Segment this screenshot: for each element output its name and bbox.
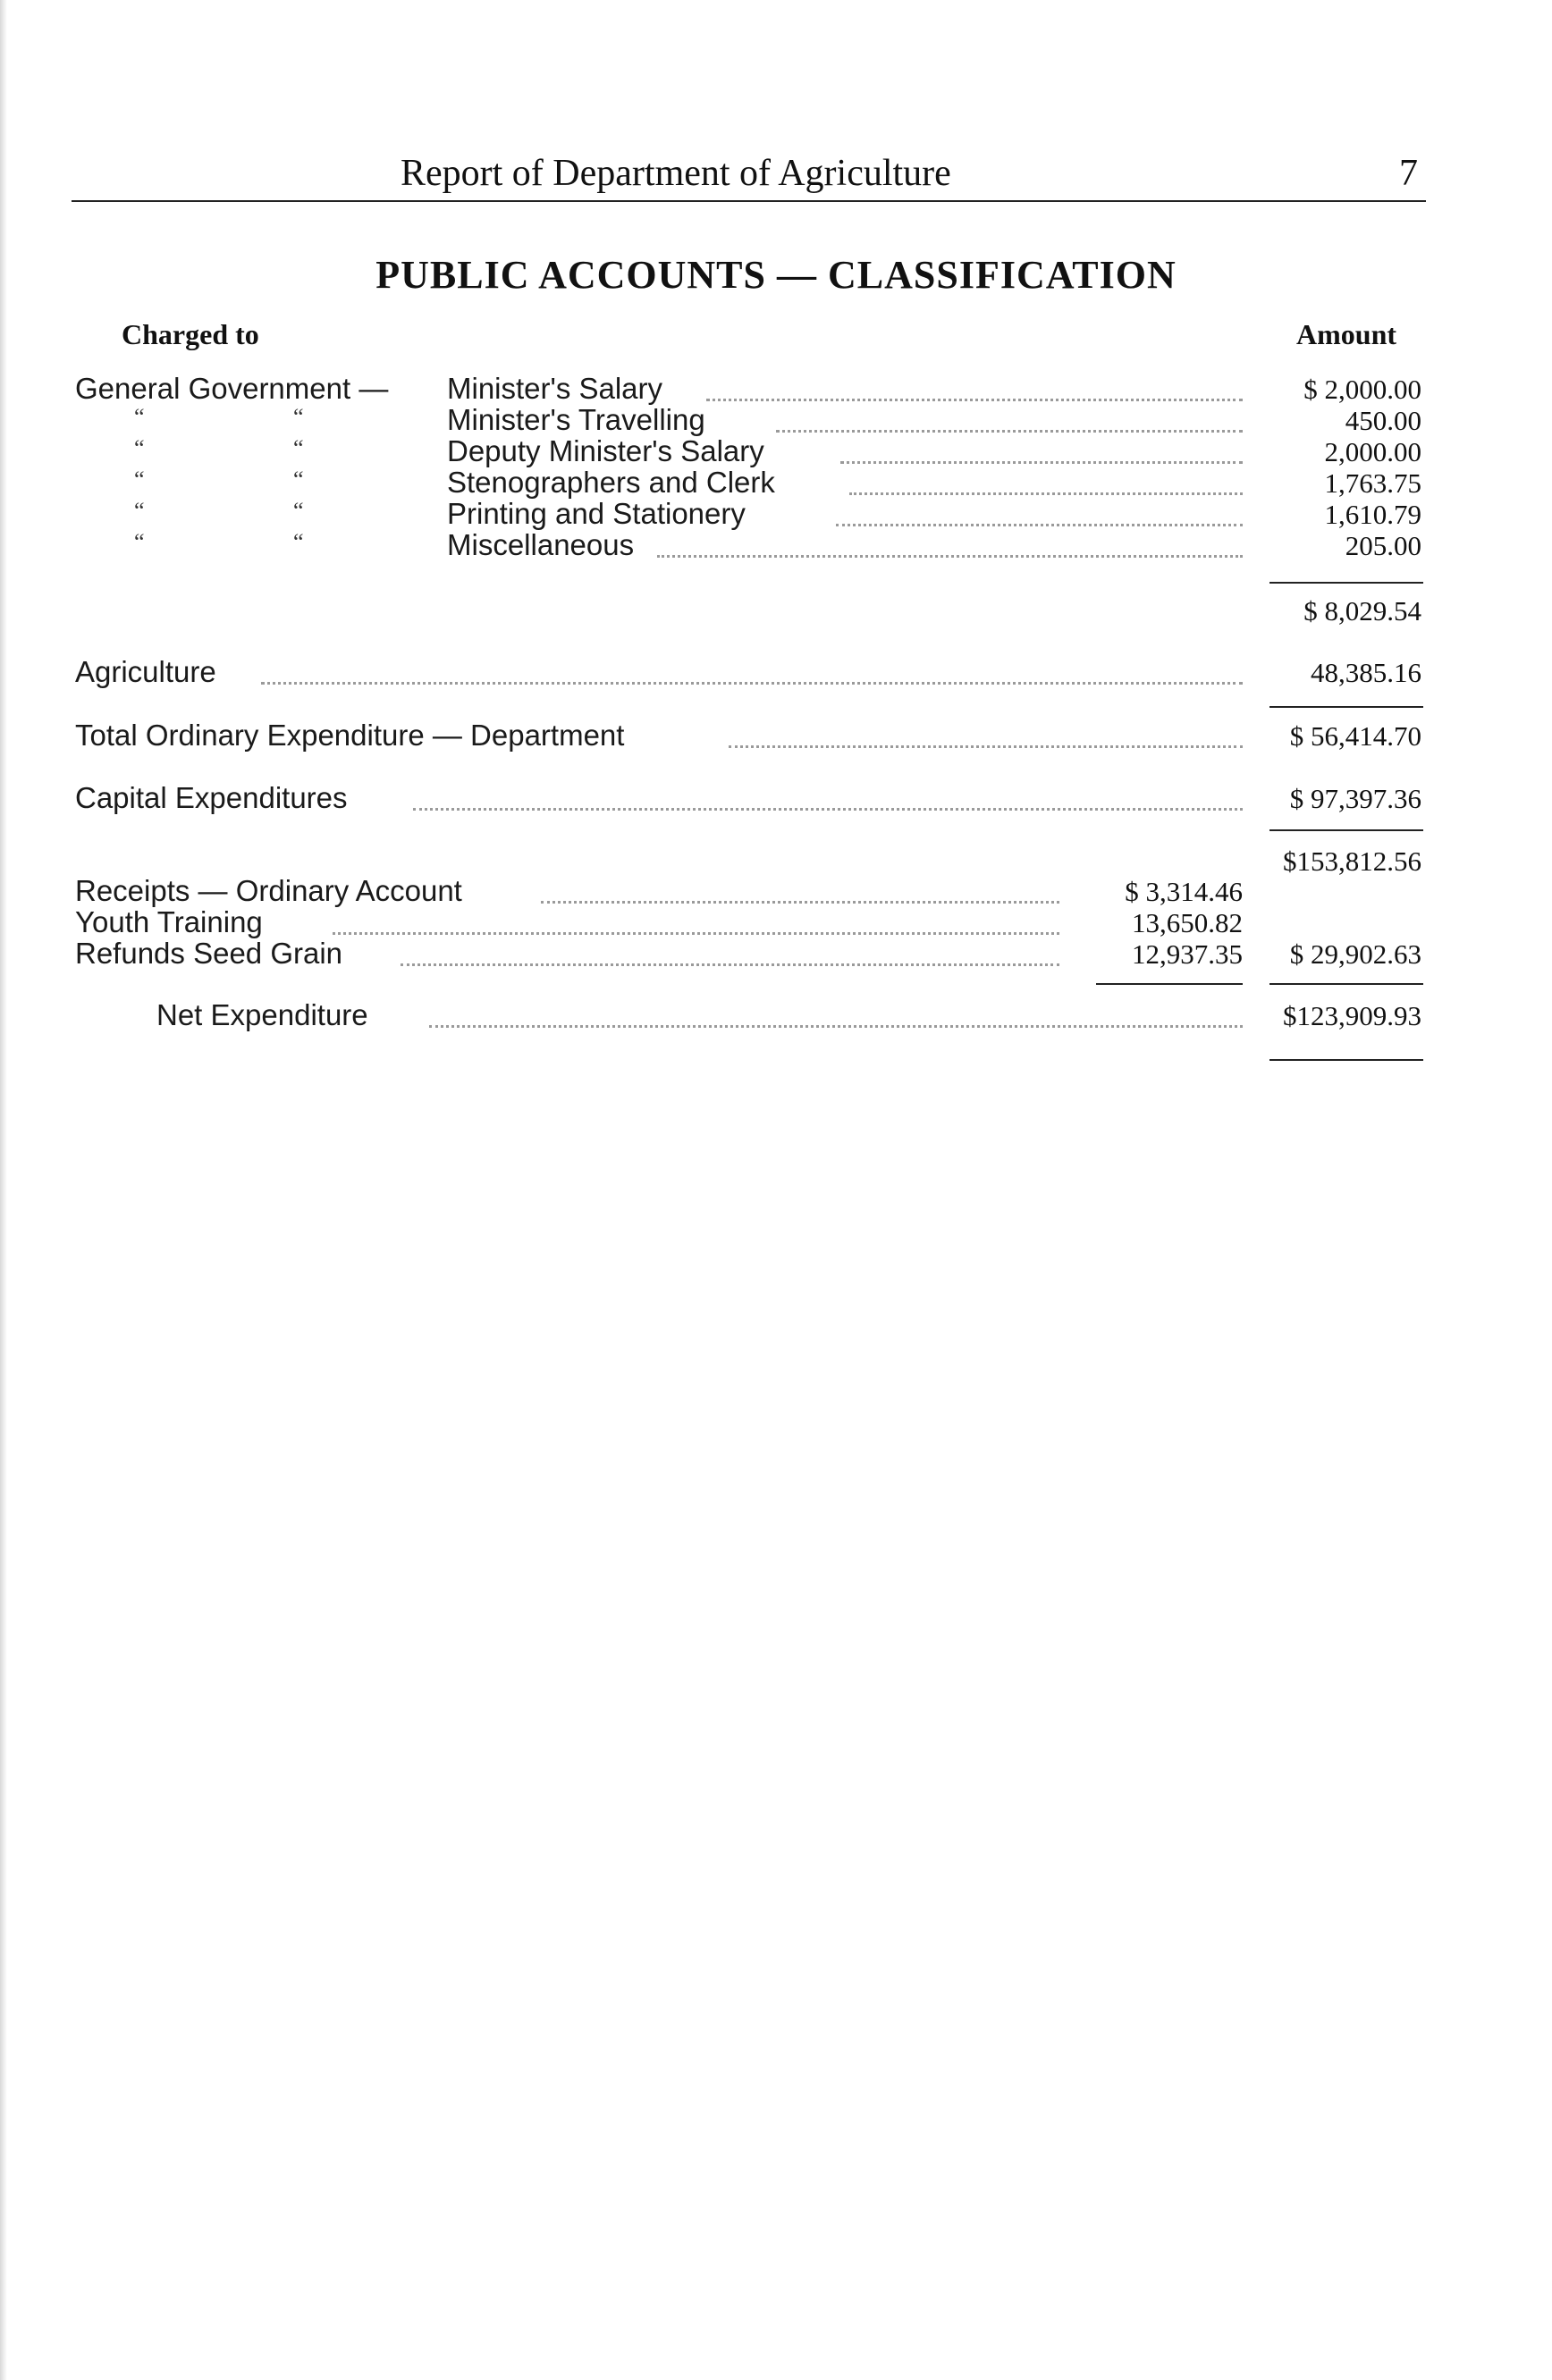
- sum-rule: [1269, 983, 1423, 985]
- sum-rule: [1269, 829, 1423, 831]
- item-amount: $ 2,000.00: [1303, 374, 1421, 405]
- ditto-mark: “: [293, 467, 304, 492]
- dot-leader: [729, 745, 1243, 748]
- ditto-mark: “: [134, 467, 145, 492]
- dot-leader: [776, 430, 1243, 433]
- dot-leader: [413, 808, 1243, 811]
- capital-expenditures-label: Capital Expenditures: [75, 781, 348, 814]
- dot-leader: [849, 492, 1243, 495]
- total-ordinary-label: Total Ordinary Expenditure — Department: [75, 719, 625, 752]
- item-label: Minister's Salary: [447, 372, 663, 405]
- dot-leader: [429, 1025, 1243, 1028]
- item-label: Miscellaneous: [447, 528, 635, 561]
- item-amount: 1,763.75: [1324, 467, 1421, 499]
- dot-leader: [333, 932, 1059, 935]
- sum-rule: [1269, 706, 1423, 708]
- general-government-label: General Government —: [75, 372, 389, 405]
- receipts-amount: $ 3,314.46: [1125, 876, 1243, 907]
- agriculture-amount: 48,385.16: [1311, 657, 1421, 688]
- ditto-mark: “: [134, 435, 145, 461]
- capital-expenditures-amount: $ 97,397.36: [1289, 783, 1421, 814]
- ditto-mark: “: [293, 404, 304, 430]
- net-expenditure-label: Net Expenditure: [156, 998, 368, 1031]
- net-expenditure-amount: $123,909.93: [1283, 1000, 1421, 1031]
- dot-leader: [836, 524, 1243, 526]
- item-amount: 1,610.79: [1324, 499, 1421, 530]
- sum-rule: [1269, 582, 1423, 584]
- agriculture-label: Agriculture: [75, 655, 216, 688]
- dot-leader: [706, 399, 1243, 401]
- dot-leader: [840, 461, 1243, 464]
- dot-leader: [401, 963, 1059, 966]
- item-label: Minister's Travelling: [447, 403, 705, 436]
- ditto-mark: “: [134, 498, 145, 524]
- item-label: Printing and Stationery: [447, 497, 746, 530]
- header-rule: [72, 200, 1426, 202]
- refunds-seed-grain-label: Refunds Seed Grain: [75, 937, 343, 970]
- sum-rule: [1096, 983, 1243, 985]
- general-government-subtotal: $ 8,029.54: [1303, 595, 1421, 627]
- item-amount: 450.00: [1345, 405, 1421, 436]
- ditto-mark: “: [293, 435, 304, 461]
- youth-training-label: Youth Training: [75, 905, 263, 938]
- ditto-mark: “: [293, 498, 304, 524]
- receipts-total: $ 29,902.63: [1289, 938, 1421, 970]
- total-ordinary-amount: $ 56,414.70: [1289, 720, 1421, 752]
- page-number: 7: [1399, 153, 1418, 194]
- running-header-title: Report of Department of Agriculture: [401, 153, 951, 194]
- dot-leader: [541, 901, 1059, 904]
- item-label: Deputy Minister's Salary: [447, 434, 764, 467]
- ditto-mark: “: [134, 529, 145, 555]
- sum-rule: [1269, 1059, 1423, 1061]
- item-label: Stenographers and Clerk: [447, 466, 775, 499]
- dot-leader: [657, 555, 1243, 558]
- ditto-mark: “: [293, 529, 304, 555]
- refunds-seed-grain-amount: 12,937.35: [1132, 938, 1243, 970]
- dot-leader: [261, 682, 1243, 685]
- item-amount: 2,000.00: [1324, 436, 1421, 467]
- section-title: PUBLIC ACCOUNTS — CLASSIFICATION: [375, 253, 1177, 297]
- column-header-charged-to: Charged to: [122, 318, 259, 350]
- youth-training-amount: 13,650.82: [1132, 907, 1243, 938]
- column-header-amount: Amount: [1296, 318, 1397, 350]
- item-amount: 205.00: [1345, 530, 1421, 561]
- page-edge-shadow: [0, 0, 7, 2380]
- grand-total: $153,812.56: [1283, 845, 1421, 877]
- receipts-label: Receipts — Ordinary Account: [75, 874, 462, 907]
- ditto-mark: “: [134, 404, 145, 430]
